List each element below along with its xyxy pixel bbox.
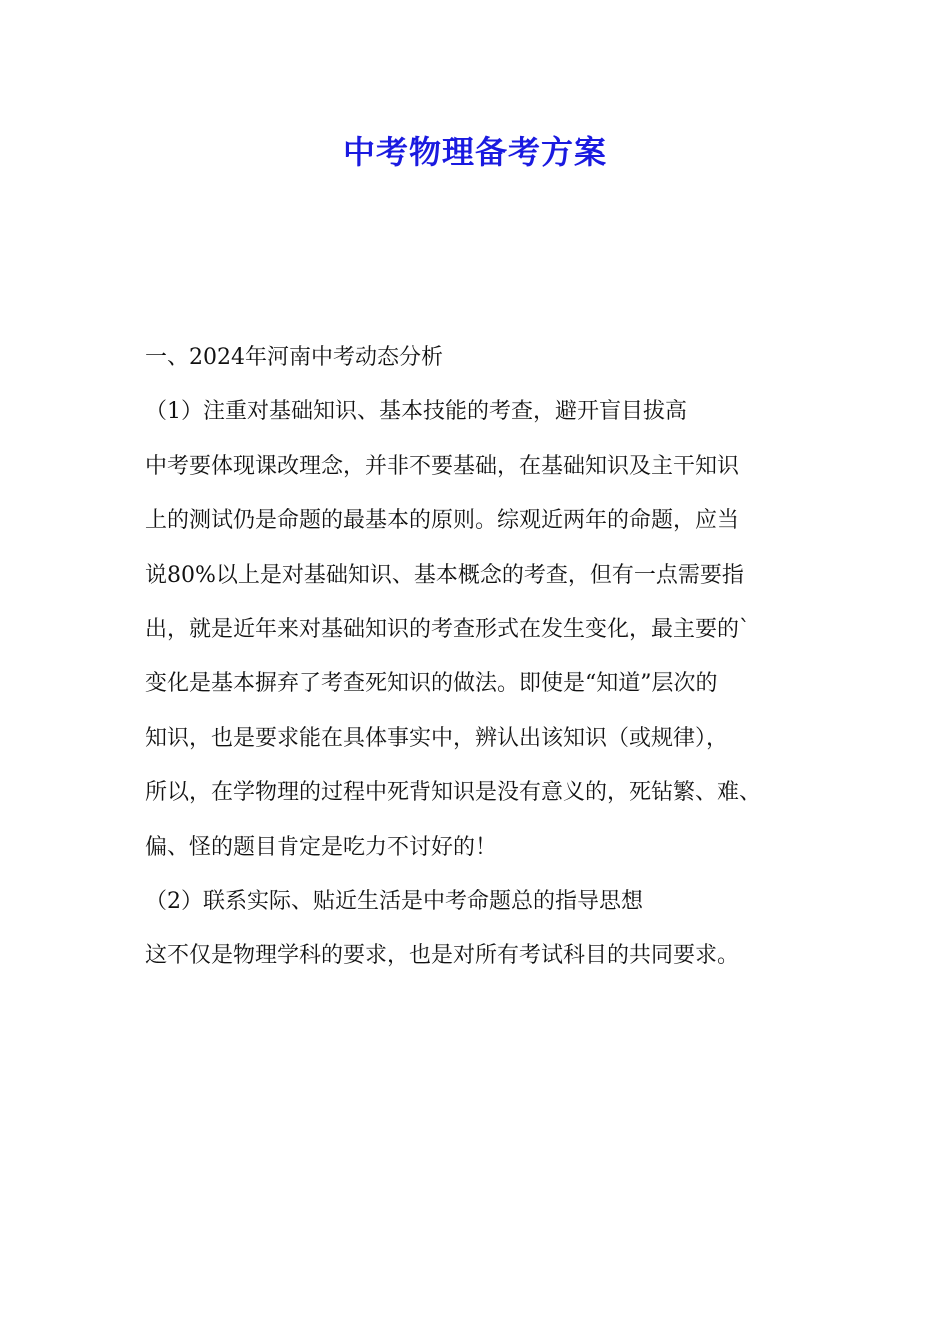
paragraph-line: 中考要体现课改理念，并非不要基础，在基础知识及主干知识 <box>145 453 740 479</box>
paragraph-line: 知识，也是要求能在具体事实中，辨认出该知识（或规律）， <box>145 725 729 751</box>
paragraph-line: 所以，在学物理的过程中死背知识是没有意义的，死钻繁、难、 <box>145 780 762 806</box>
subheading-basic-knowledge: （1）注重对基础知识、基本技能的考查，避开盲目拔高 <box>145 399 687 425</box>
paragraph-line: 出，就是近年来对基础知识的考查形式在发生变化，最主要的` <box>145 616 751 642</box>
paragraph-line: 偏、怪的题目肯定是吃力不讨好的！ <box>145 834 498 860</box>
document-body <box>145 340 845 993</box>
paragraph-line: 说80%以上是对基础知识、基本概念的考查，但有一点需要指 <box>145 562 744 588</box>
paragraph-line: 上的测试仍是命题的最基本的原则。综观近两年的命题，应当 <box>145 508 740 534</box>
document-title: 中考物理备考方案 <box>342 133 607 171</box>
paragraph-line: 这不仅是物理学科的要求，也是对所有考试科目的共同要求。 <box>145 943 740 969</box>
section-heading-dynamic-analysis: 一、2024年河南中考动态分析 <box>145 345 443 370</box>
subheading-real-life: （2）联系实际、贴近生活是中考命题总的指导思想 <box>145 888 643 914</box>
paragraph-line: 变化是基本摒弃了考查死知识的做法。即使是“知道”层次的 <box>145 671 718 697</box>
